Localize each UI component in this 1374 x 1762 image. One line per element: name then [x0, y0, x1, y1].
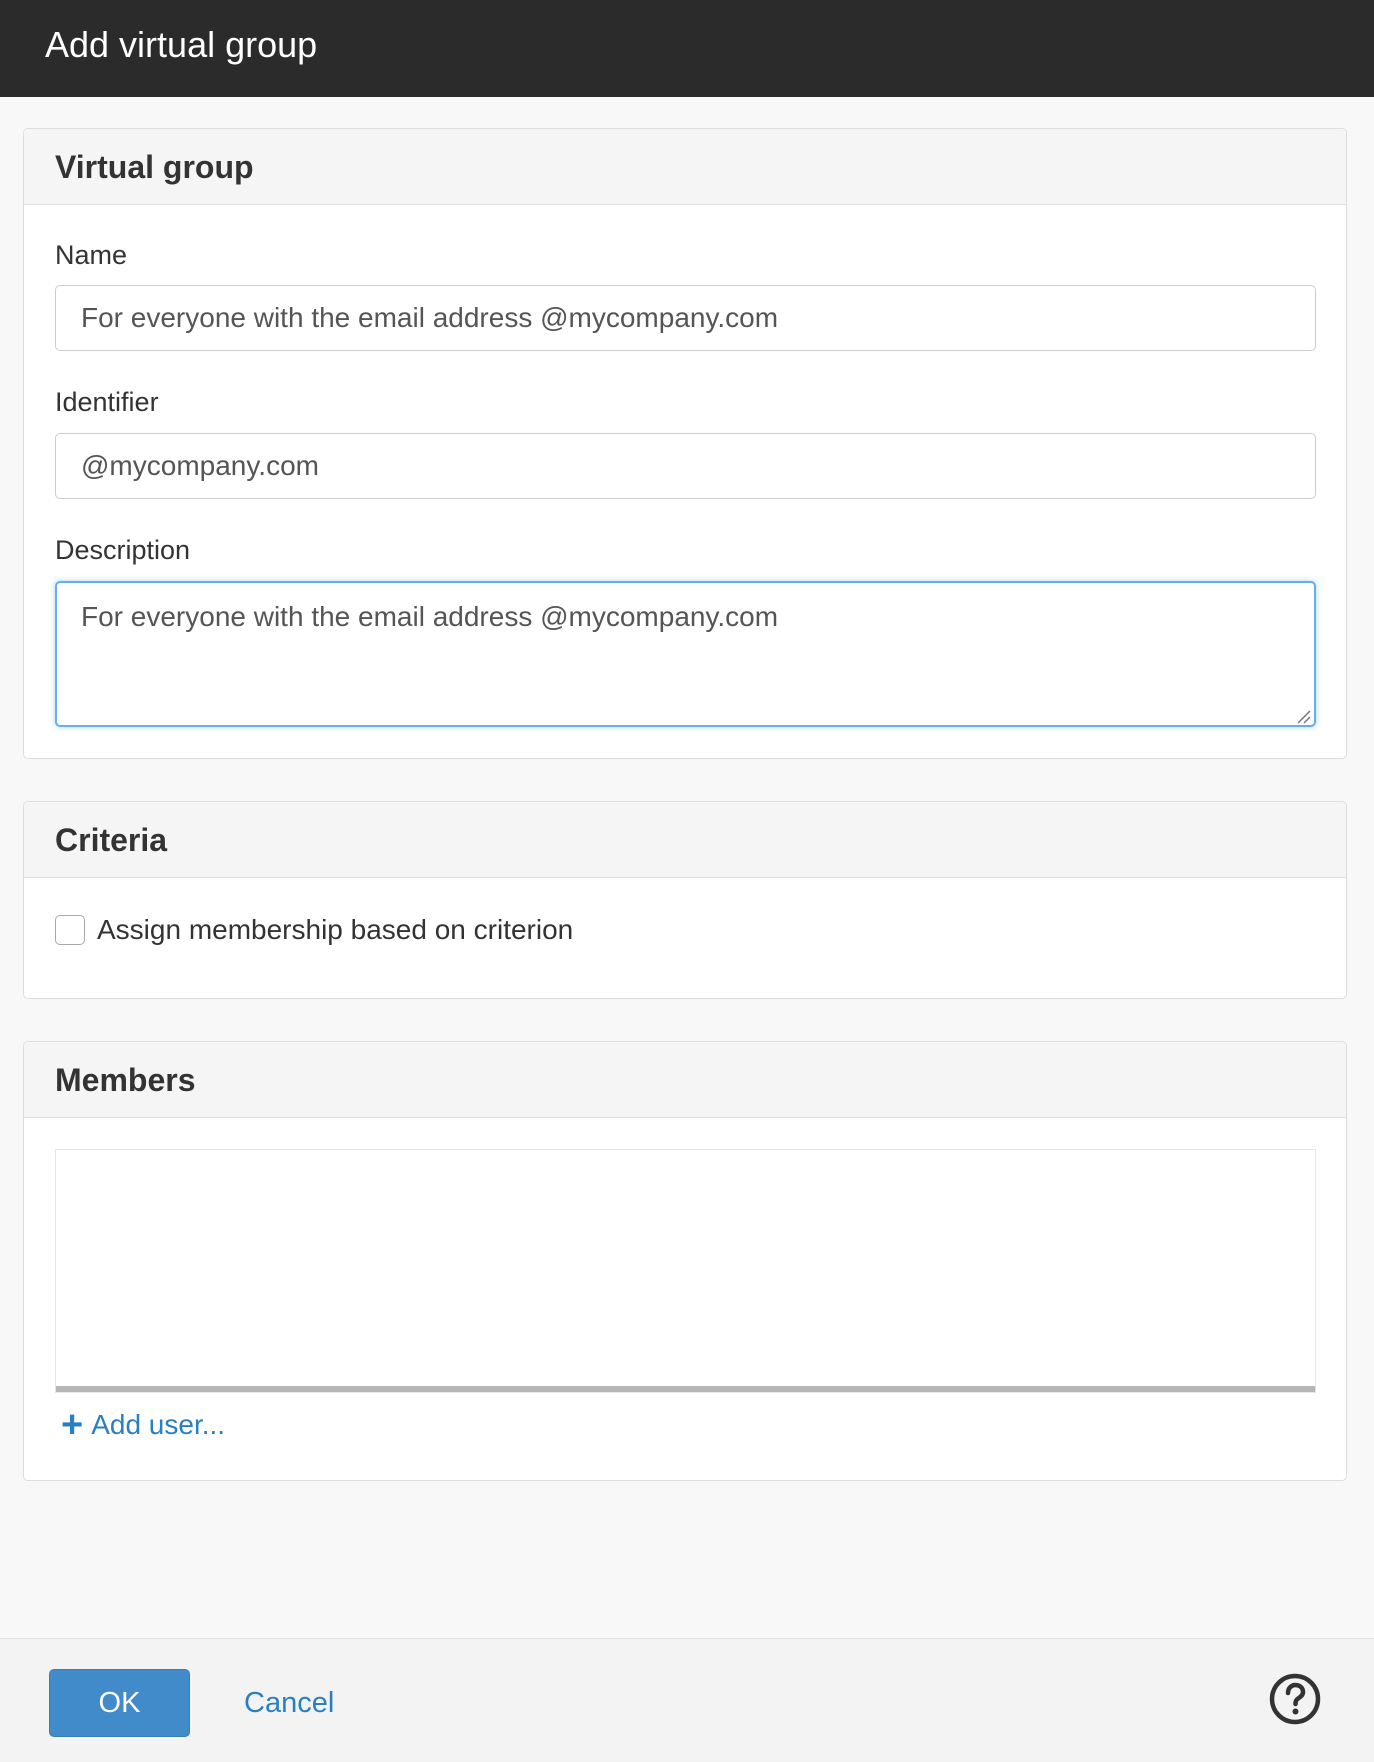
dialog-title: Add virtual group — [45, 24, 318, 65]
virtual-group-heading: Virtual group — [55, 149, 254, 185]
ok-button[interactable]: OK — [49, 1669, 190, 1737]
name-field[interactable] — [55, 285, 1316, 351]
virtual-group-panel-heading — [24, 129, 1346, 205]
name-label: Name — [55, 240, 128, 270]
add-user-link[interactable] — [61, 1404, 226, 1446]
dialog-footer — [0, 1638, 1374, 1762]
add-user-label: Add user... — [91, 1409, 226, 1440]
identifier-field[interactable] — [55, 433, 1316, 499]
description-label: Description — [55, 535, 191, 565]
criterion-checkbox[interactable] — [55, 915, 85, 945]
members-heading: Members — [55, 1062, 196, 1098]
description-field[interactable] — [55, 581, 1316, 727]
members-panel — [23, 1041, 1347, 1481]
plus-icon: + — [61, 1404, 84, 1446]
criteria-heading: Criteria — [55, 822, 168, 858]
members-list-scrollbar[interactable] — [56, 1386, 1315, 1392]
resize-grip-icon[interactable] — [1294, 707, 1312, 725]
dialog-titlebar — [0, 0, 1374, 97]
question-circle-icon[interactable] — [1268, 1672, 1322, 1726]
members-panel-heading — [24, 1042, 1346, 1118]
criterion-checkbox-label[interactable]: Assign membership based on criterion — [97, 914, 574, 945]
identifier-label: Identifier — [55, 387, 159, 417]
virtual-group-panel — [23, 128, 1347, 759]
cancel-link[interactable]: Cancel — [244, 1687, 335, 1719]
criteria-body — [24, 878, 1346, 998]
members-list[interactable] — [55, 1149, 1316, 1393]
criteria-panel-heading — [24, 802, 1346, 878]
criteria-panel — [23, 801, 1347, 999]
